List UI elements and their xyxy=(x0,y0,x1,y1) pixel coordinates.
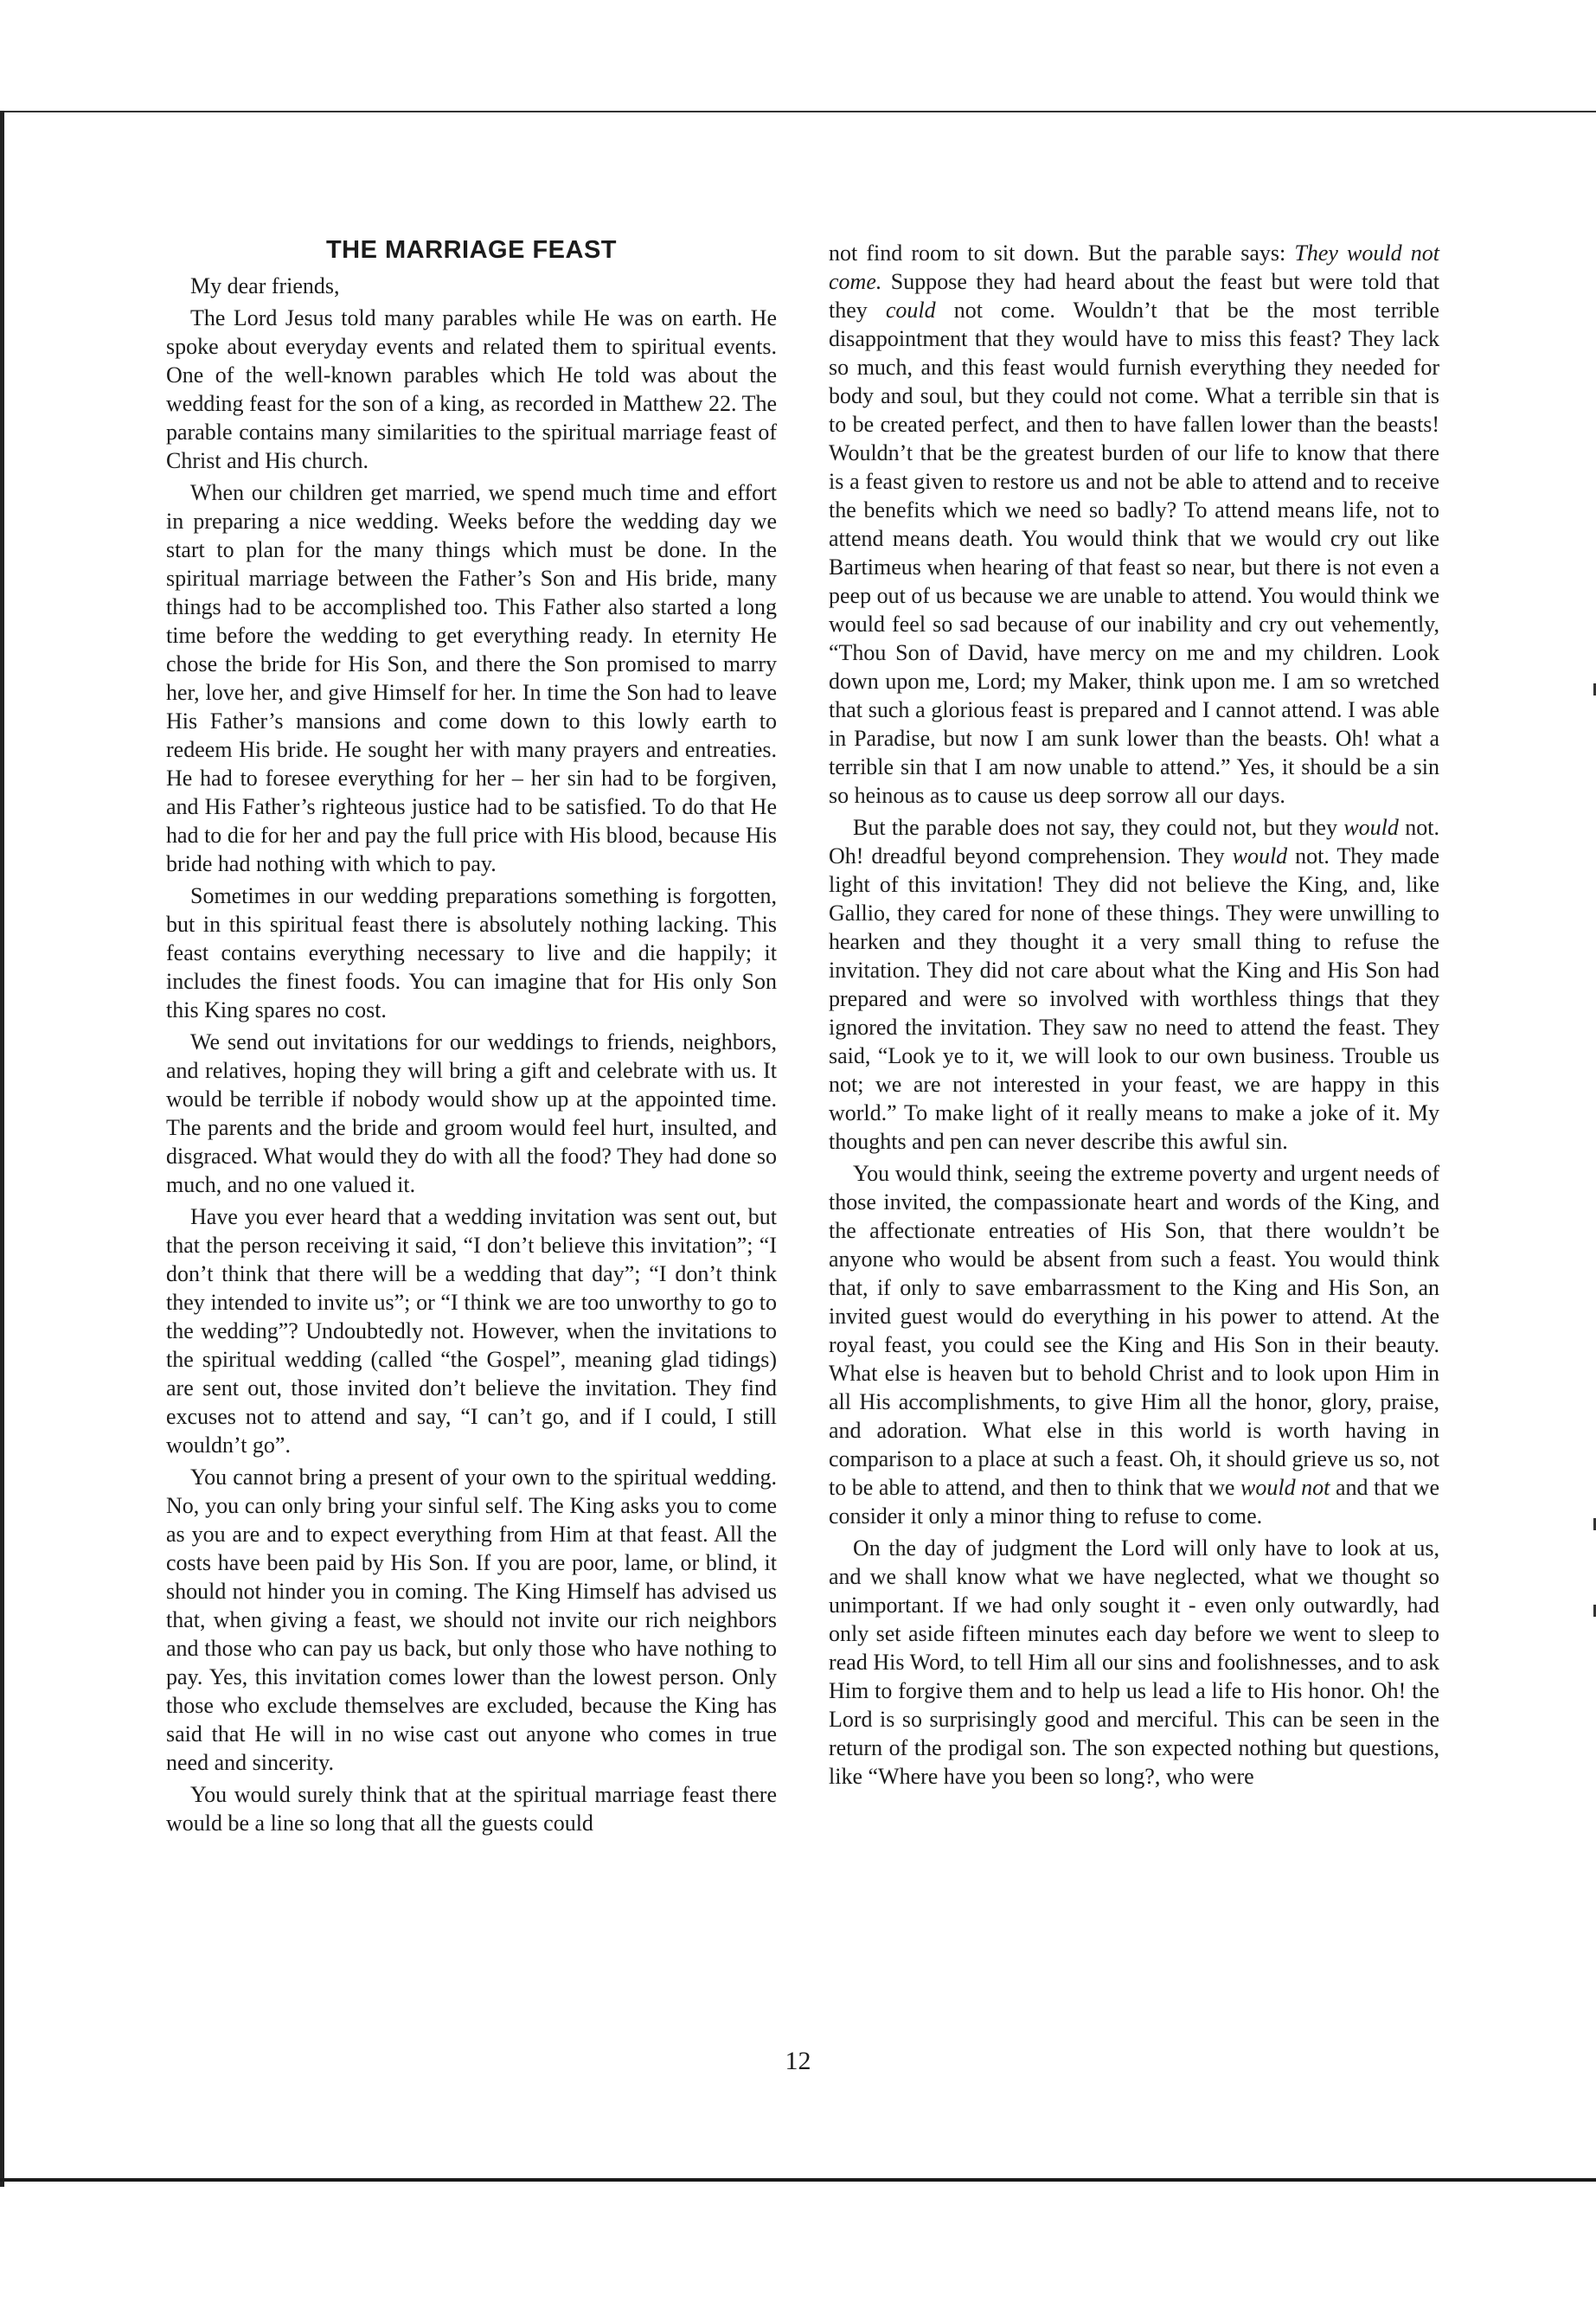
paragraph: The Lord Jesus told many parables while He was on earth. He spoke about everyday events and related them to spiritual events. One of the well-known parables which He told was about the wedding feast for the son of a king, as recorded in Matthew 22. The parable contains many similarities to the spiritual marriage feast of Christ and His church. xyxy=(166,305,777,473)
text-run: But the parable does not say, they could not, but they xyxy=(853,815,1344,840)
right-column xyxy=(829,239,1439,1794)
page-number: 12 xyxy=(785,2047,811,2075)
left-column xyxy=(166,235,777,1841)
emphasis: would xyxy=(1343,815,1399,840)
top-rule xyxy=(0,111,1596,112)
emphasis: would xyxy=(1232,843,1288,868)
text-run: not find room to sit down. But the parable says: xyxy=(829,240,1295,266)
paragraph: Sometimes in our wedding preparations something is forgotten, but in this spiritual feast there is absolutely nothing lacking. This feast contains everything necessary to live and die happily; it includes the finest foods. You can imagine that for His only Son this King spares no cost. xyxy=(166,883,777,1022)
bottom-rule xyxy=(0,2178,1596,2182)
text-run: You would think, seeing the extreme poverty and urgent needs of those invited, the compassionate heart and words of the King, and the affectionate entreaties of His Son, that there wouldn’t be anyone who would be absent from such a feast. You would think that, if only to save embarrassment to the King and His Son, an invited guest would do everything in his power to attend. At the royal feast, you could see the King and His Son in their beauty. What else is heaven but to behold Christ and to look upon Him in all His accomplishments, to give Him all the honor, glory, praise, and adoration. What else in this world is worth having in comparison to a place at such a feast. Oh, it should grieve us so, not to be able to attend, and then to think that we xyxy=(829,1161,1439,1500)
paragraph: When our children get married, we spend much time and effort in preparing a nice wedding. Weeks before the wedding day we start to plan for the many things which must be done. In the spiritual marriage between the Father’s Son and His bride, many things had to be accomplished too. This Father also started a long time before the wedding to get everything ready. In eternity He chose the bride for His Son, and there the Son promised to marry her, love her, and give Himself for her. In time the Son had to leave His Father’s mansions and come down to this lowly earth to redeem His bride. He sought her with many prayers and entreaties. He had to foresee everything for her – her sin had to be forgiven, and His Father’s righteous justice had to be satisfied. To do that He had to die for her and pay the full price with His blood, because His bride had nothing with which to pay. xyxy=(166,480,777,876)
paragraph xyxy=(829,239,1439,810)
emphasis: would not xyxy=(1240,1475,1330,1500)
paragraph: Have you ever heard that a wedding invitation was sent out, but that the person receiving it said, “I don’t believe this invitation”; “I don’t think that there will be a wedding that day”; “I don’t think they intended to invite us”; or “I think we are too unworthy to go to the wedding”? Undoubtedly not. However, when the invitations to the spiritual wedding (called “the Gospel”, meaning glad tidings) are sent out, those invited don’t believe the invitation. They find excuses not to attend and say, “I can’t go, and if I could, I still wouldn’t go”. xyxy=(166,1204,777,1458)
left-rule xyxy=(0,111,4,2187)
text-run: not come. Wouldn’t that be the most terrible disappointment that they would have to miss this feast? They lack so much, and this feast would furnish everything they needed for body and soul, but they could not come. What a terrible sin that is to be created perfect, and then to have fallen lower than the beasts! Wouldn’t that be the greatest burden of our life to know that there is a feast given to restore us and not be able to attend and to receive the benefits which we need so badly? To attend means life, not to attend means death. You would think that we would cry out like Bartimeus when hearing of that feast so near, but there is not even a peep out of us because we are unable to attend. You would think we would feel so sad because of our inability and cry out vehemently, “Thou Son of David, have mercy on me and my children. Look down upon me, Lord; my Maker, think upon me. I am so wretched that such a glorious feast is prepared and I cannot attend. I was able in Paradise, but now I am sunk lower than the beasts. Oh! what a terrible sin that I am now unable to attend.” Yes, it should be a sin so heinous as to cause us deep sorrow all our days. xyxy=(829,298,1440,808)
paragraph: You would surely think that at the spiritual marriage feast there would be a line so long that all the guests could xyxy=(166,1782,777,1836)
text-run: and that we consider it only a minor thing to refuse to come. xyxy=(829,1475,1439,1529)
paragraph: On the day of judgment the Lord will only have to look at us, and we shall know what we have neglected, what we thought so unimportant. If we had only sought it - even only outwardly, had only set aside fifteen minutes each day before we went to sleep to read His Word, to tell Him all our sins and foolishnesses, and to ask Him to forgive them and to help us lead a life to His honor. Oh! the Lord is so surprisingly good and merciful. This can be seen in the return of the prodigal son. The son expected nothing but questions, like “Where have you been so long?, who were xyxy=(829,1535,1439,1789)
article-title: THE MARRIAGE FEAST xyxy=(325,236,618,264)
text-run: not. They made light of this invitation! They did not believe the King, and, like Gallio, they cared for none of these things. They were unwilling to hearken and they thought it a very small thing to refuse the invitation. They did not care about what the King and His Son had prepared and were so involved with worthless things that they ignored the invitation. They saw no need to attend the feast. They said, “Look ye to it, we will look to our own business. Trouble us not; we are not interested in your feast, we are happy in this world.” To make light of it really means to make a joke of it. My thoughts and pen can never describe this awful sin. xyxy=(829,843,1439,1154)
text-run: Suppose they had heard about the feast but were told that they xyxy=(829,269,1439,323)
text-run: not. Oh! dreadful beyond comprehension. They xyxy=(829,815,1440,868)
salutation: My dear friends, xyxy=(190,273,340,298)
paragraph: You cannot bring a present of your own to the spiritual wedding. No, you can only bring your sinful self. The King asks you to come as you are and to expect everything from Him at that feast. All the costs have been paid by His Son. If you are poor, lame, or blind, it should not hinder you in coming. The King Himself has advised us that, when giving a feast, we should not invite our rich neighbors and those who can pay us back, but only those who have nothing to pay. Yes, this invitation comes lower than the lowest person. Only those who exclude themselves are excluded, because the King has said that He will in no wise cast out anyone who comes in true need and sincerity. xyxy=(166,1465,777,1775)
paragraph: We send out invitations for our weddings to friends, neighbors, and relatives, hoping they will bring a gift and celebrate with us. It would be terrible if nobody would show up at the appointed time. The parents and the bride and groom would feel hurt, insulted, and disgraced. What would they do with all the food? They had done so much, and no one valued it. xyxy=(166,1029,777,1197)
paragraph xyxy=(829,813,1439,1156)
emphasis: They would not come. xyxy=(829,240,1439,294)
paragraph xyxy=(829,1159,1439,1530)
emphasis: could xyxy=(885,298,936,323)
